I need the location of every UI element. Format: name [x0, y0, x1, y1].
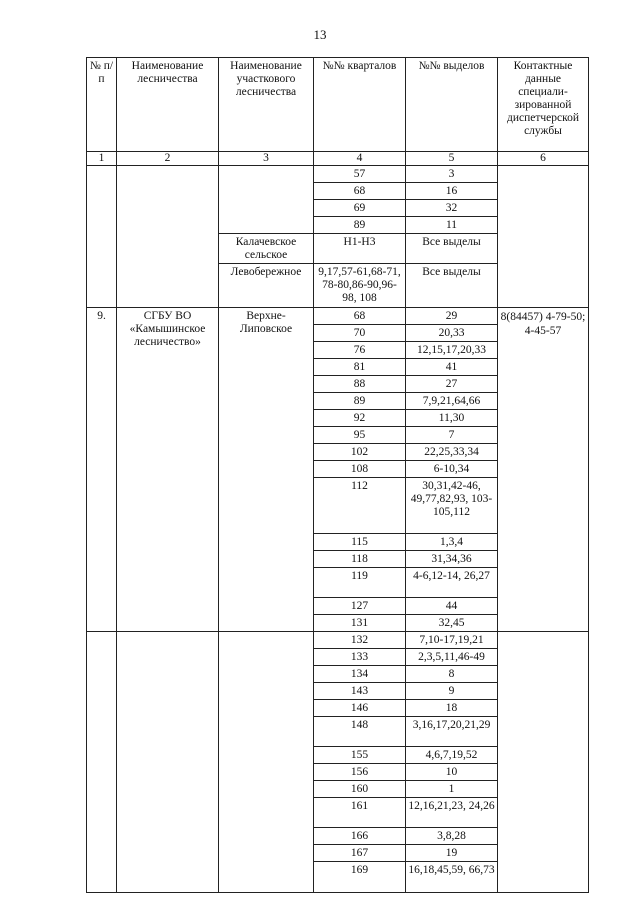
- quarter-cell: 76: [314, 342, 406, 359]
- section-cell: 7,9,21,64,66: [406, 393, 498, 410]
- row-number: [87, 166, 117, 308]
- quarter-cell: 131: [314, 615, 406, 632]
- table-row: [87, 632, 589, 649]
- section-cell: 11: [406, 217, 498, 234]
- quarter-cell: 161: [314, 798, 406, 828]
- section-cell: Все выделы: [406, 264, 498, 308]
- section-cell: 2,3,5,11,46-49: [406, 649, 498, 666]
- quarter-cell: 155: [314, 747, 406, 764]
- section-cell: 12,15,17,20,33: [406, 342, 498, 359]
- section-cell: 12,16,21,23, 24,26: [406, 798, 498, 828]
- section-cell: 16,18,45,59, 66,73: [406, 862, 498, 893]
- section-cell: 6-10,34: [406, 461, 498, 478]
- section-cell: 19: [406, 845, 498, 862]
- header-row: [87, 58, 589, 152]
- section-cell: 4,6,7,19,52: [406, 747, 498, 764]
- quarter-cell: 108: [314, 461, 406, 478]
- quarter-cell: 88: [314, 376, 406, 393]
- section-cell: 41: [406, 359, 498, 376]
- column-number: 3: [219, 152, 314, 166]
- section-cell: 32: [406, 200, 498, 217]
- forestry-name: [117, 632, 219, 893]
- column-number: 4: [314, 152, 406, 166]
- section-cell: 7,10-17,19,21: [406, 632, 498, 649]
- quarter-cell: 118: [314, 551, 406, 568]
- section-cell: 1,3,4: [406, 534, 498, 551]
- column-number-row: [87, 152, 589, 166]
- district-name: Левобережное: [219, 264, 314, 308]
- section-cell: 22,25,33,34: [406, 444, 498, 461]
- quarter-cell: 127: [314, 598, 406, 615]
- quarter-cell: 102: [314, 444, 406, 461]
- section-cell: 11,30: [406, 410, 498, 427]
- quarter-cell: 68: [314, 183, 406, 200]
- quarter-cell: 156: [314, 764, 406, 781]
- quarter-cell: 167: [314, 845, 406, 862]
- quarter-cell: 115: [314, 534, 406, 551]
- quarter-cell: 68: [314, 308, 406, 325]
- section-cell: 3,8,28: [406, 828, 498, 845]
- page-number: 13: [313, 27, 327, 42]
- section-cell: Все выделы: [406, 234, 498, 264]
- section-cell: 27: [406, 376, 498, 393]
- quarter-cell: 70: [314, 325, 406, 342]
- quarter-cell: 57: [314, 166, 406, 183]
- quarter-cell: 119: [314, 568, 406, 598]
- quarter-cell: 112: [314, 478, 406, 534]
- table-row: [87, 166, 589, 183]
- section-cell: 3,16,17,20,21,29: [406, 717, 498, 747]
- forestry-name: СГБУ ВО «Камышинское лесничество»: [117, 308, 219, 632]
- header-forestry: Наименование лесничества: [117, 58, 219, 152]
- quarter-cell: 169: [314, 862, 406, 893]
- header-sections: №№ выделов: [406, 58, 498, 152]
- contact-cell: 8(84457) 4-79-50; 4-45-57: [498, 308, 589, 632]
- quarter-cell: 89: [314, 393, 406, 410]
- district-name: [219, 632, 314, 893]
- section-cell: 7: [406, 427, 498, 444]
- quarter-cell: 89: [314, 217, 406, 234]
- quarter-cell: 69: [314, 200, 406, 217]
- header-district: Наименование участкового лесничества: [219, 58, 314, 152]
- header-quarters: №№ кварталов: [314, 58, 406, 152]
- section-cell: 44: [406, 598, 498, 615]
- forestry-table: [86, 57, 589, 893]
- district-name: Калачевское сельское: [219, 234, 314, 264]
- quarter-cell: 133: [314, 649, 406, 666]
- row-number: 9.: [87, 308, 117, 632]
- section-cell: 10: [406, 764, 498, 781]
- quarter-cell: 166: [314, 828, 406, 845]
- contact-cell: [498, 166, 589, 308]
- quarter-cell: 95: [314, 427, 406, 444]
- section-cell: 3: [406, 166, 498, 183]
- header-num: № п/п: [87, 58, 117, 152]
- table-row: [87, 308, 589, 325]
- quarter-cell: 160: [314, 781, 406, 798]
- forestry-name: [117, 166, 219, 308]
- section-cell: 1: [406, 781, 498, 798]
- section-cell: 18: [406, 700, 498, 717]
- section-cell: 16: [406, 183, 498, 200]
- section-cell: 31,34,36: [406, 551, 498, 568]
- quarter-cell: Н1-Н3: [314, 234, 406, 264]
- contact-cell: [498, 632, 589, 893]
- column-number: 1: [87, 152, 117, 166]
- district-name: [219, 166, 314, 234]
- header-contacts: Контактные данные специали-зированной диспетчерской службы: [498, 58, 589, 152]
- district-name: Верхне-Липовское: [219, 308, 314, 632]
- section-cell: 30,31,42-46, 49,77,82,93, 103-105,112: [406, 478, 498, 534]
- section-cell: 4-6,12-14, 26,27: [406, 568, 498, 598]
- quarter-cell: 92: [314, 410, 406, 427]
- column-number: 2: [117, 152, 219, 166]
- column-number: 5: [406, 152, 498, 166]
- section-cell: 8: [406, 666, 498, 683]
- section-cell: 32,45: [406, 615, 498, 632]
- section-cell: 9: [406, 683, 498, 700]
- section-cell: 29: [406, 308, 498, 325]
- quarter-cell: 146: [314, 700, 406, 717]
- quarter-cell: 81: [314, 359, 406, 376]
- quarter-cell: 148: [314, 717, 406, 747]
- section-cell: 20,33: [406, 325, 498, 342]
- quarter-cell: 9,17,57-61,68-71, 78-80,86-90,96-98, 108: [314, 264, 406, 308]
- quarter-cell: 134: [314, 666, 406, 683]
- row-number: [87, 632, 117, 893]
- quarter-cell: 132: [314, 632, 406, 649]
- column-number: 6: [498, 152, 589, 166]
- quarter-cell: 143: [314, 683, 406, 700]
